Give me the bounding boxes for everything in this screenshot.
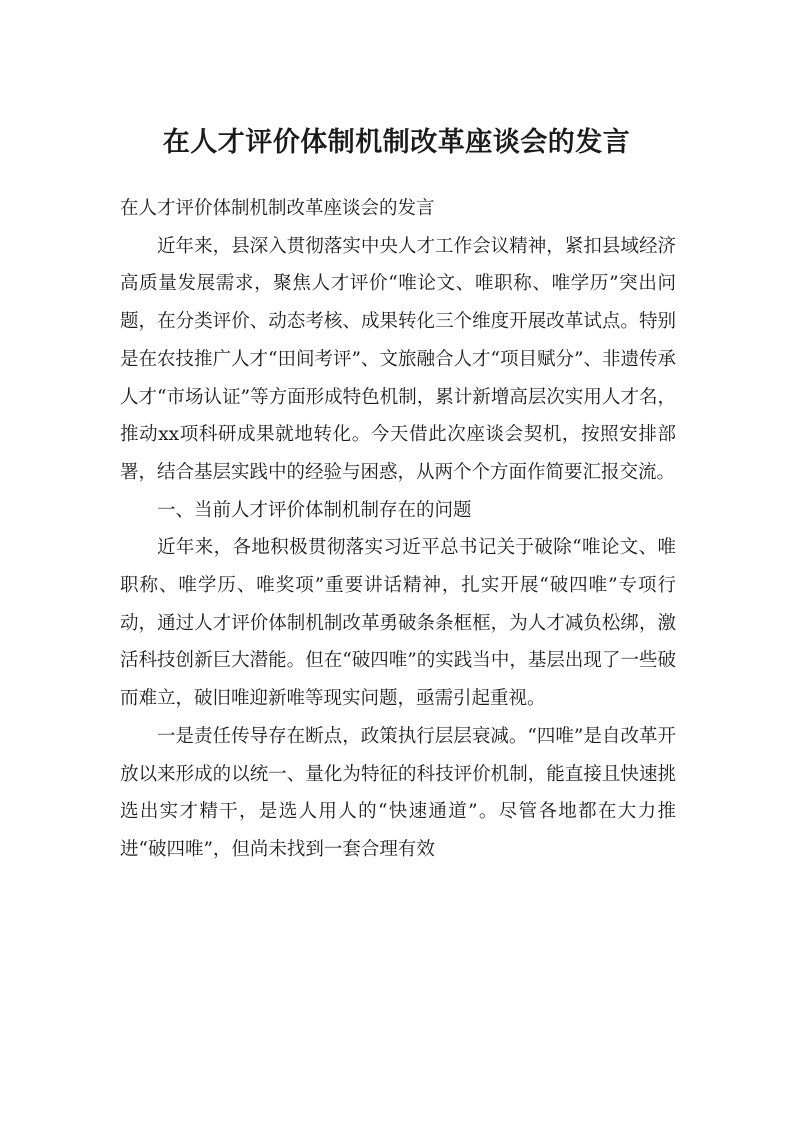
intro-paragraph: 近年来，县深入贯彻落实中央人才工作会议精神，紧扣县域经济高质量发展需求，聚焦人才评价“唯论文、唯职称、唯学历”突出问题，在分类评价、动态考核、成果转化三个维度开展改革试点。特别是在农技推广人才“田间考评”、文旅融合人才“项目赋分”、非遗传承人才“市场认证”等方面形成特色机制，累计新增高层次实用人才名，推动xx项科研成果就地转化。今天借此次座谈会契机，按照安排部署，结合基层实践中的经验与困惑，从两个个方面作简要汇报交流。 <box>120 235 676 483</box>
section-heading: 一、当前人才评价体制机制存在的问题 <box>157 499 472 521</box>
body-paragraph: 一是责任传导存在断点，政策执行层层衰减。“四唯”是自改革开放以来形成的以统一、量化为特征的科技评价机制，能直接且快速挑选出实才精干，是选人用人的“快速通道”。尽管各地都在大力推进“破四唯”，但尚未找到一套合理有效 <box>120 725 676 860</box>
document-subtitle: 在人才评价体制机制改革座谈会的发言 <box>120 198 435 219</box>
document-title: 在人才评价体制机制改革座谈会的发言 <box>162 127 631 158</box>
document-body <box>120 190 676 869</box>
body-paragraph: 近年来，各地积极贯彻落实习近平总书记关于破除“唯论文、唯职称、唯学历、唯奖项”重要讲话精神，扎实开展“破四唯”专项行动，通过人才评价体制机制改革勇破条条框框，为人才减负松绑，激活科技创新巨大潜能。但在“破四唯”的实践当中，基层出现了一些破而难立，破旧唯迎新唯等现实问题，亟需引起重视。 <box>120 537 676 710</box>
